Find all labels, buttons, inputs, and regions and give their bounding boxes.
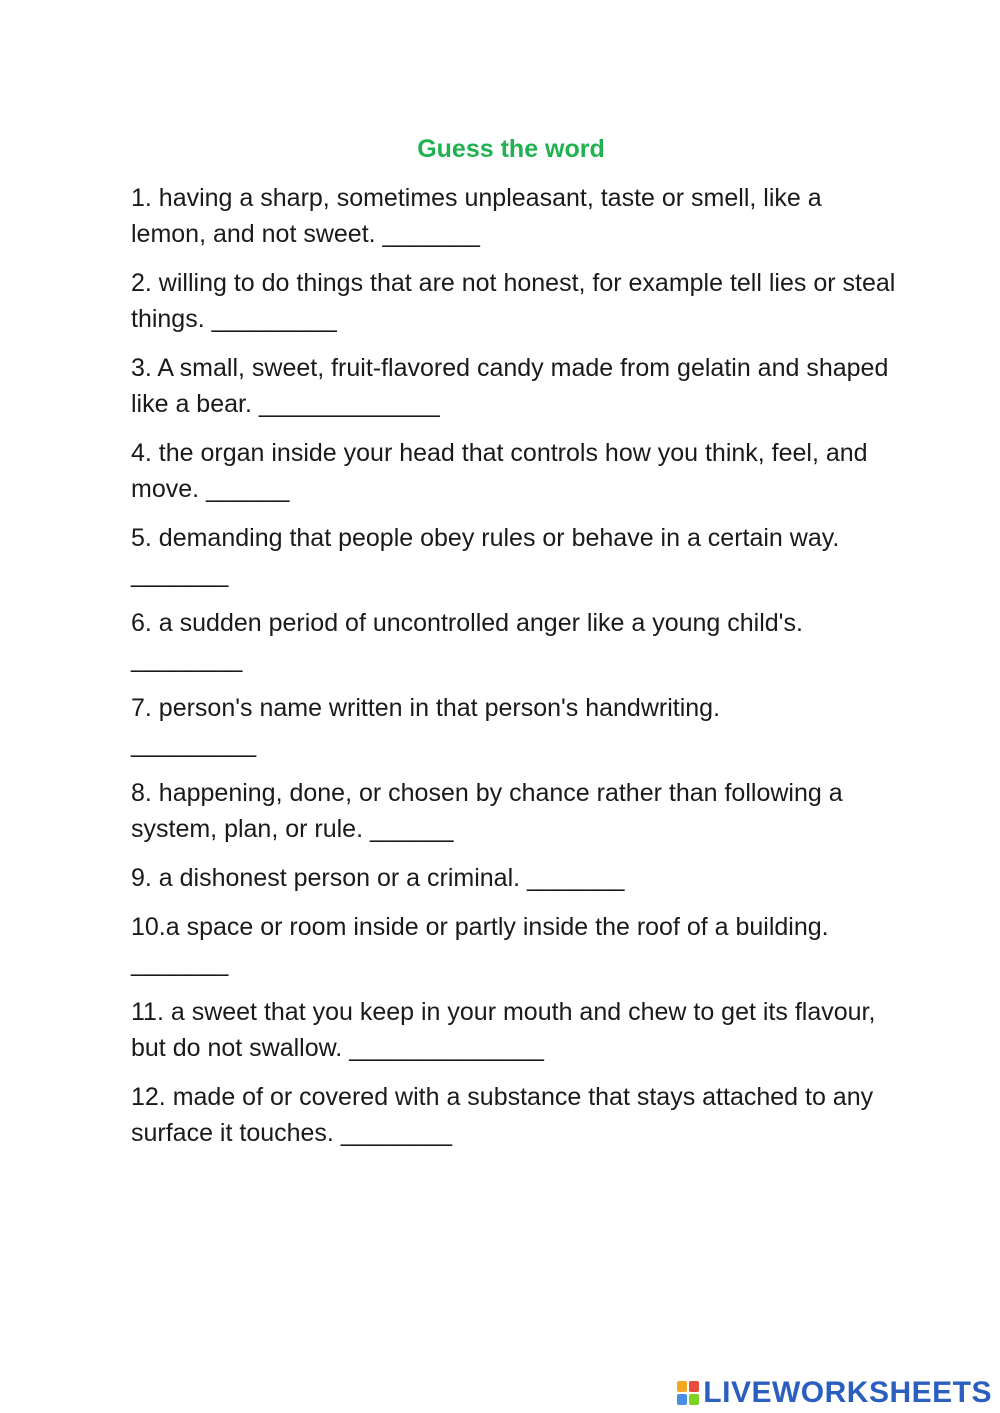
answer-blank[interactable]: ________ bbox=[131, 645, 243, 673]
question-text: 9. a dishonest person or a criminal. _______ bbox=[131, 864, 625, 892]
liveworksheets-logo-icon bbox=[677, 1381, 699, 1405]
question-item bbox=[131, 350, 901, 422]
worksheet-title: Guess the word bbox=[417, 135, 605, 163]
question-item bbox=[131, 435, 901, 507]
answer-blank[interactable]: _______ bbox=[131, 949, 229, 977]
question-text: 5. demanding that people obey rules or behave in a certain way. _______ bbox=[131, 524, 840, 588]
question-item bbox=[131, 775, 901, 847]
answer-blank[interactable]: _________ bbox=[131, 730, 257, 758]
question-item bbox=[131, 1079, 901, 1151]
question-item bbox=[131, 860, 901, 896]
question-text: 1. having a sharp, sometimes unpleasant, taste or smell, like a lemon, and not sweet. _______ bbox=[131, 184, 822, 248]
question-text: 2. willing to do things that are not honest, for example tell lies or steal things. _________ bbox=[131, 269, 896, 333]
liveworksheets-brand[interactable] bbox=[677, 1377, 992, 1409]
question-text: 4. the organ inside your head that controls how you think, feel, and move. ______ bbox=[131, 439, 868, 503]
brand-name: LIVEWORKSHEETS bbox=[703, 1376, 992, 1409]
question-text: 12. made of or covered with a substance that stays attached to any surface it touches. ________ bbox=[131, 1083, 874, 1147]
question-text: 10.a space or room inside or partly inside the roof of a building. bbox=[131, 913, 829, 941]
question-item bbox=[131, 690, 901, 762]
question-item bbox=[131, 180, 901, 252]
question-text: 7. person's name written in that person's handwriting. bbox=[131, 694, 721, 722]
question-item bbox=[131, 265, 901, 337]
question-text: 8. happening, done, or chosen by chance rather than following a system, plan, or rule. ______ bbox=[131, 779, 843, 843]
question-item bbox=[131, 605, 901, 677]
question-text: 6. a sudden period of uncontrolled anger like a young child's. bbox=[131, 609, 803, 637]
question-item bbox=[131, 520, 901, 592]
question-text: 3. A small, sweet, fruit-flavored candy made from gelatin and shaped like a bear. _____________ bbox=[131, 354, 889, 418]
question-text: 11. a sweet that you keep in your mouth and chew to get its flavour, but do not swallow. ______________ bbox=[131, 998, 876, 1062]
question-item bbox=[131, 994, 901, 1066]
question-item bbox=[131, 909, 901, 981]
question-list bbox=[131, 180, 901, 1164]
